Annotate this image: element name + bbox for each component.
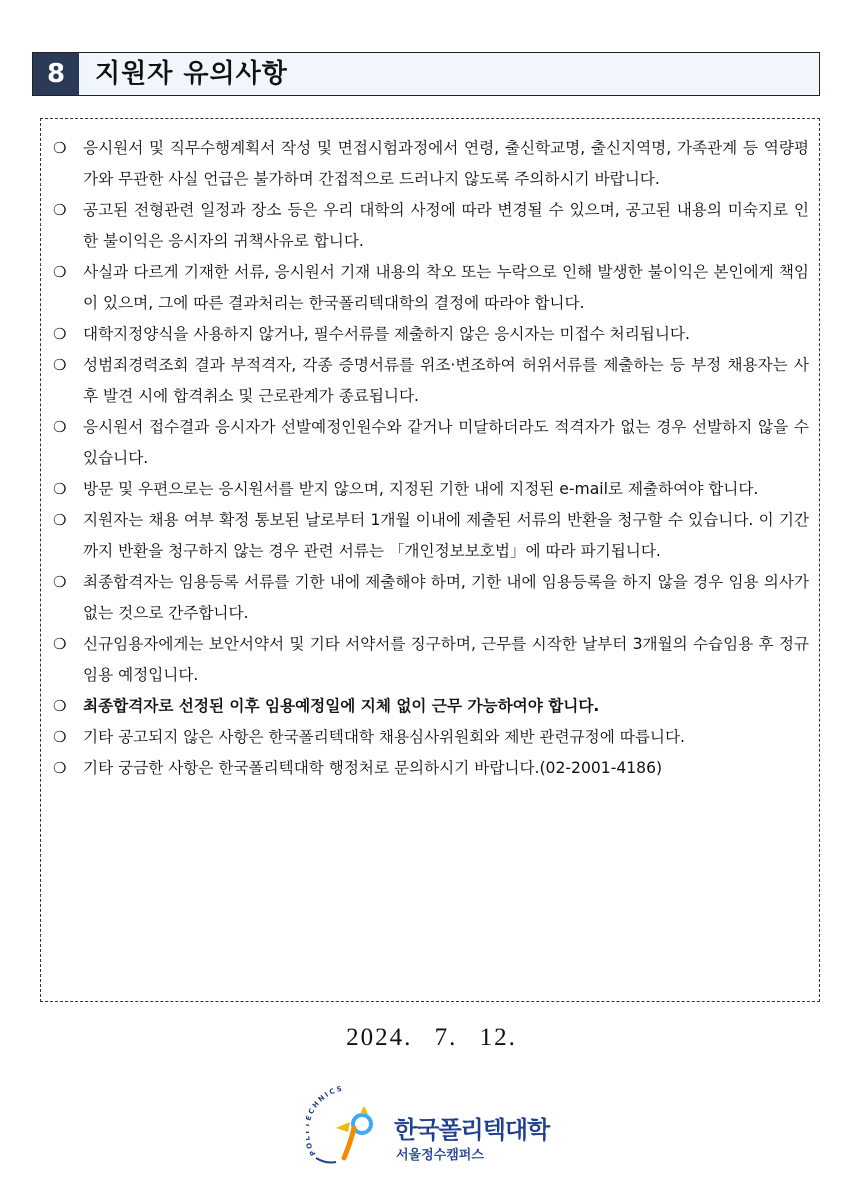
notice-text: 대학지정양식을 사용하지 않거나, 필수서류를 제출하지 않은 응시자는 미접수 처리됩니다. <box>83 325 690 343</box>
notice-text: 기타 공고되지 않은 사항은 한국폴리텍대학 채용심사위원회와 제반 관련규정에 따릅니다. <box>83 728 685 746</box>
notice-item <box>53 629 809 691</box>
notice-text: 응시원서 접수결과 응시자가 선발예정인원수와 같거나 미달하더라도 적격자가 없는 경우 선발하지 않을 수 있습니다. <box>83 418 809 467</box>
bullet-circle-icon: ❍ <box>53 356 67 374</box>
notice-item <box>53 133 809 195</box>
notice-text: 신규임용자에게는 보안서약서 및 기타 서약서를 징구하며, 근무를 시작한 날부터 3개월의 수습임용 후 정규임용 예정입니다. <box>83 635 809 684</box>
bullet-circle-icon: ❍ <box>53 635 67 653</box>
notice-item <box>53 195 809 257</box>
bullet-circle-icon: ❍ <box>53 759 67 777</box>
section-header <box>32 52 820 96</box>
notice-text: 최종합격자는 임용등록 서류를 기한 내에 제출해야 하며, 기한 내에 임용등록을 하지 않을 경우 임용 의사가 없는 것으로 간주합니다. <box>83 573 809 622</box>
notice-item <box>53 567 809 629</box>
logo-arc-text: P CHNICS <box>306 1084 345 1158</box>
university-logo <box>306 1084 566 1170</box>
logo-name: 한국폴리텍대학 <box>394 1116 550 1144</box>
notice-box <box>40 118 820 1002</box>
bullet-circle-icon: ❍ <box>53 201 67 219</box>
notice-item <box>53 350 809 412</box>
notice-item <box>53 412 809 474</box>
notice-text: 성범죄경력조회 결과 부적격자, 각종 증명서류를 위조·변조하여 허위서류를 제출하는 등 부정 채용자는 사후 발견 시에 합격취소 및 근로관계가 종료됩니다. <box>83 356 809 405</box>
notice-text: 공고된 전형관련 일정과 장소 등은 우리 대학의 사정에 따라 변경될 수 있으며, 공고된 내용의 미숙지로 인한 불이익은 응시자의 귀책사유로 합니다. <box>83 201 809 250</box>
bullet-circle-icon: ❍ <box>53 325 67 343</box>
logo-campus: 서울정수캠퍼스 <box>396 1148 484 1163</box>
notice-item <box>53 257 809 319</box>
notice-item <box>53 753 809 784</box>
bullet-circle-icon: ❍ <box>53 139 67 157</box>
section-number: 8 <box>33 53 79 95</box>
notice-item <box>53 691 809 722</box>
notice-text: 최종합격자로 선정된 이후 임용예정일에 지체 없이 근무 가능하여야 합니다. <box>83 697 600 715</box>
bullet-circle-icon: ❍ <box>53 573 67 591</box>
notice-text: 응시원서 및 직무수행계획서 작성 및 면접시험과정에서 연령, 출신학교명, 출신지역명, 가족관계 등 역량평가와 무관한 사실 언급은 불가하며 간접적으로 드러나지 않도록 주의하시기 바랍니다. <box>83 139 809 188</box>
bullet-circle-icon: ❍ <box>53 697 67 715</box>
polytechnic-emblem-icon <box>306 1084 396 1170</box>
section-title: 지원자 유의사항 <box>95 59 288 89</box>
document-date: 2024. 7. 12. <box>346 1024 517 1051</box>
notice-list <box>53 133 809 784</box>
notice-item <box>53 319 809 350</box>
svg-text:POLYTECHNICS <box>306 1084 345 1157</box>
notice-text: 사실과 다르게 기재한 서류, 응시원서 기재 내용의 착오 또는 누락으로 인해 발생한 불이익은 본인에게 책임이 있으며, 그에 따른 결과처리는 한국폴리텍대학의 결정에 따라야 합니다. <box>83 263 809 312</box>
bullet-circle-icon: ❍ <box>53 263 67 281</box>
bullet-circle-icon: ❍ <box>53 480 67 498</box>
notice-item <box>53 505 809 567</box>
notice-item <box>53 474 809 505</box>
notice-item <box>53 722 809 753</box>
notice-text: 지원자는 채용 여부 확정 통보된 날로부터 1개월 이내에 제출된 서류의 반환을 청구할 수 있습니다. 이 기간까지 반환을 청구하지 않는 경우 관련 서류는 「개인정보보호법」에 따라 파기됩니다. <box>83 511 809 560</box>
bullet-circle-icon: ❍ <box>53 511 67 529</box>
notice-text: 기타 궁금한 사항은 한국폴리텍대학 행정처로 문의하시기 바랍니다.(02-2001-4186) <box>83 759 663 777</box>
notice-text: 방문 및 우편으로는 응시원서를 받지 않으며, 지정된 기한 내에 지정된 e-mail로 제출하여야 합니다. <box>83 480 759 498</box>
bullet-circle-icon: ❍ <box>53 728 67 746</box>
bullet-circle-icon: ❍ <box>53 418 67 436</box>
